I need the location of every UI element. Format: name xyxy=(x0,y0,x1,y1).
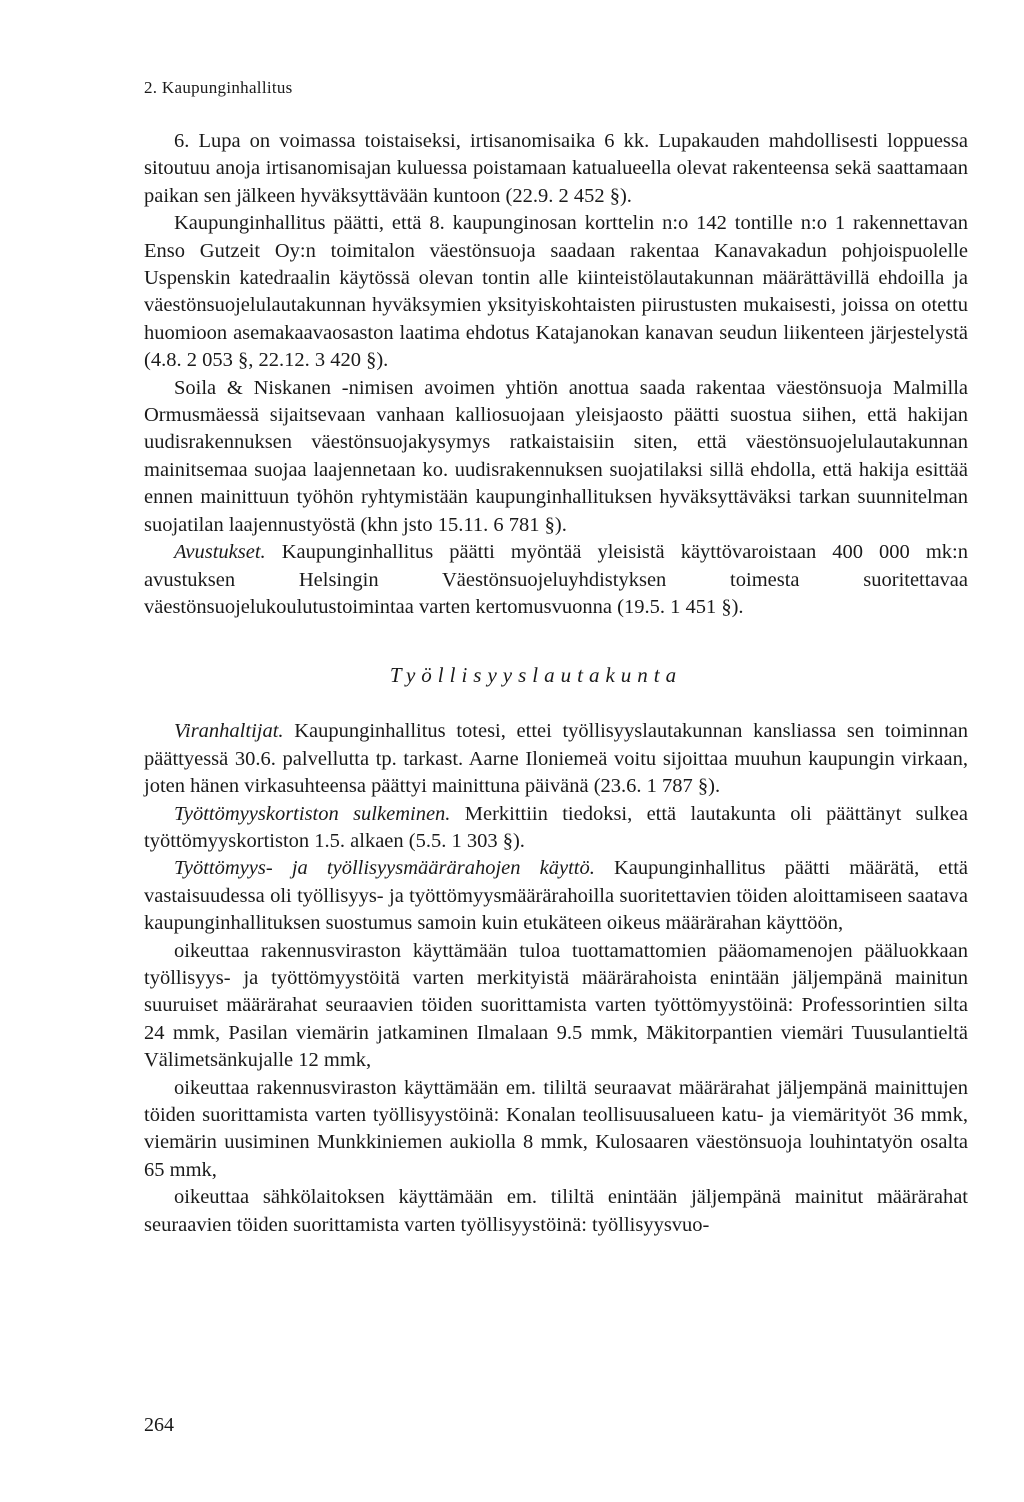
paragraph-viranhaltijat xyxy=(144,718,968,800)
page-number: 264 xyxy=(144,1414,174,1436)
section-heading: Työllisyyslautakunta xyxy=(389,663,683,688)
paragraph-text: Kaupunginhallitus totesi, ettei työllisyyslautakunnan kansliassa sen toiminnan päättyessä 30.6. palvellutta tp. tarkast. Aarne Iloniemeä voitu sijoittaa muuhun kaupungin virkaan, joten hänen virkasuhteensa päättyi mainittuna päivänä (23.6. 1 787 §). xyxy=(144,720,968,798)
paragraph-lead: Viranhaltijat. xyxy=(174,720,284,743)
paragraph-text: Kaupunginhallitus päätti myöntää yleisistä käyttövaroistaan 400 000 mk:n avustuksen Helsingin Väestönsuojeluyhdistyksen toimesta suoritettavaa väestönsuojelukoulutustoimintaa varten kertomusvuonna (19.5. 1 451 §). xyxy=(144,541,968,618)
paragraph-avustukset xyxy=(144,539,968,621)
running-header: 2. Kaupunginhallitus xyxy=(144,78,293,97)
paragraph-kortisto xyxy=(144,801,968,856)
paragraph-rakennusvirasto-1: oikeuttaa rakennusviraston käyttämään tuloa tuottamattomien pääomamenojen pääluokkaan työllisyys- ja työttömyystöitä varten merkityistä määrärahoista enintään jäljempänä mainitun suuruiset määrärahat seuraavien töiden suorittamista varten työttömyystöinä: Professorintien silta 24 mmk, Pasilan viemärin jatkaminen Ilmalaan 9.5 mmk, Mäkitorpantien viemäri Tuusulantieltä Välimetsänkujalle 12 mmk, xyxy=(144,939,968,1072)
paragraph-lead: Työttömyyskortiston sulkeminen. xyxy=(174,802,451,825)
page-body xyxy=(144,128,968,1239)
paragraph-rakennusvirasto-2: oikeuttaa rakennusviraston käyttämään em. tililtä seuraavat määrärahat jäljempänä mainittujen töiden suorittamista varten työllisyystöinä: Konalan teollisuusalueen katu- ja viemärityöt 36 mmk, viemärin uusiminen Munkkiniemen aukiolla 8 mmk, Kulosaaren väestönsuoja louhintatyön osalta 65 mmk, xyxy=(144,1076,968,1181)
paragraph-lead: Avustukset. xyxy=(174,541,266,564)
paragraph-enso-gutzeit: Kaupunginhallitus päätti, että 8. kaupunginosan korttelin n:o 142 tontille n:o 1 rakennettavan Enso Gutzeit Oy:n toimitalon väestönsuoja saadaan rakentaa Kanavakadun pohjoispuolelle Uspenskin katedraalin käytössä olevan tontin alle kiinteistölautakunnan määrättävillä ehdoilla ja väestönsuojelulautakunnan hyväksymien yksityiskohtaisten piirustusten mukaisesti, joissa on otettu huomioon asemakaavaosaston laatima ehdotus Katajanokan kanavan seudun liikenteen järjestelystä (4.8. 2 053 §, 22.12. 3 420 §). xyxy=(144,212,968,372)
paragraph-lead: Työttömyys- ja työllisyysmäärärahojen käyttö. xyxy=(174,857,595,880)
paragraph-lupa: 6. Lupa on voimassa toistaiseksi, irtisanomisaika 6 kk. Lupakauden mahdollisesti loppuessa sitoutuu anoja irtisanomisajan kuluessa poistamaan katualueella olevat rakenteensa sekä saattamaan paikan sen jälkeen hyväksyttävään kuntoon (22.9. 2 452 §). xyxy=(144,130,968,207)
paragraph-maararahat xyxy=(144,855,968,937)
paragraph-text: Kaupunginhallitus päätti määrätä, että vastaisuudessa oli työllisyys- ja työttömyysmäärärahoilla suoritettavien töiden aloittamiseen saatava kaupunginhallituksen suostumus samoin kuin etukäteen oikeus määrärahan käyttöön, xyxy=(144,857,968,935)
paragraph-text: Merkittiin tiedoksi, että lautakunta oli päättänyt sulkea työttömyyskortiston 1.5. alkaen (5.5. 1 303 §). xyxy=(144,802,968,852)
paragraph-sahkolaitos: oikeuttaa sähkölaitoksen käyttämään em. tililtä enintään jäljempänä mainitut määrärahat seuraavien töiden suorittamista varten työllisyystöinä: työllisyysvuo- xyxy=(144,1186,968,1236)
paragraph-soila-niskanen: Soila & Niskanen -nimisen avoimen yhtiön anottua saada rakentaa väestönsuoja Malmilla Ormusmäessä sijaitsevaan vanhaan kalliosuojaan yleisjaosto päätti suostua siihen, että hakijan uudisrakennuksen väestönsuojakysymys ratkaistaisiin siten, että väestönsuojelulautakunnan mainitsemaa suojaa laajennetaan ko. uudisrakennuksen suojatilaksi sillä ehdolla, että hakija esittää ennen mainittuun työhön ryhtymistään kaupunginhallituksen hyväksyttäväksi tarkan suunnitelman suojatilan laajennustyöstä (khn jsto 15.11. 6 781 §). xyxy=(144,376,968,536)
